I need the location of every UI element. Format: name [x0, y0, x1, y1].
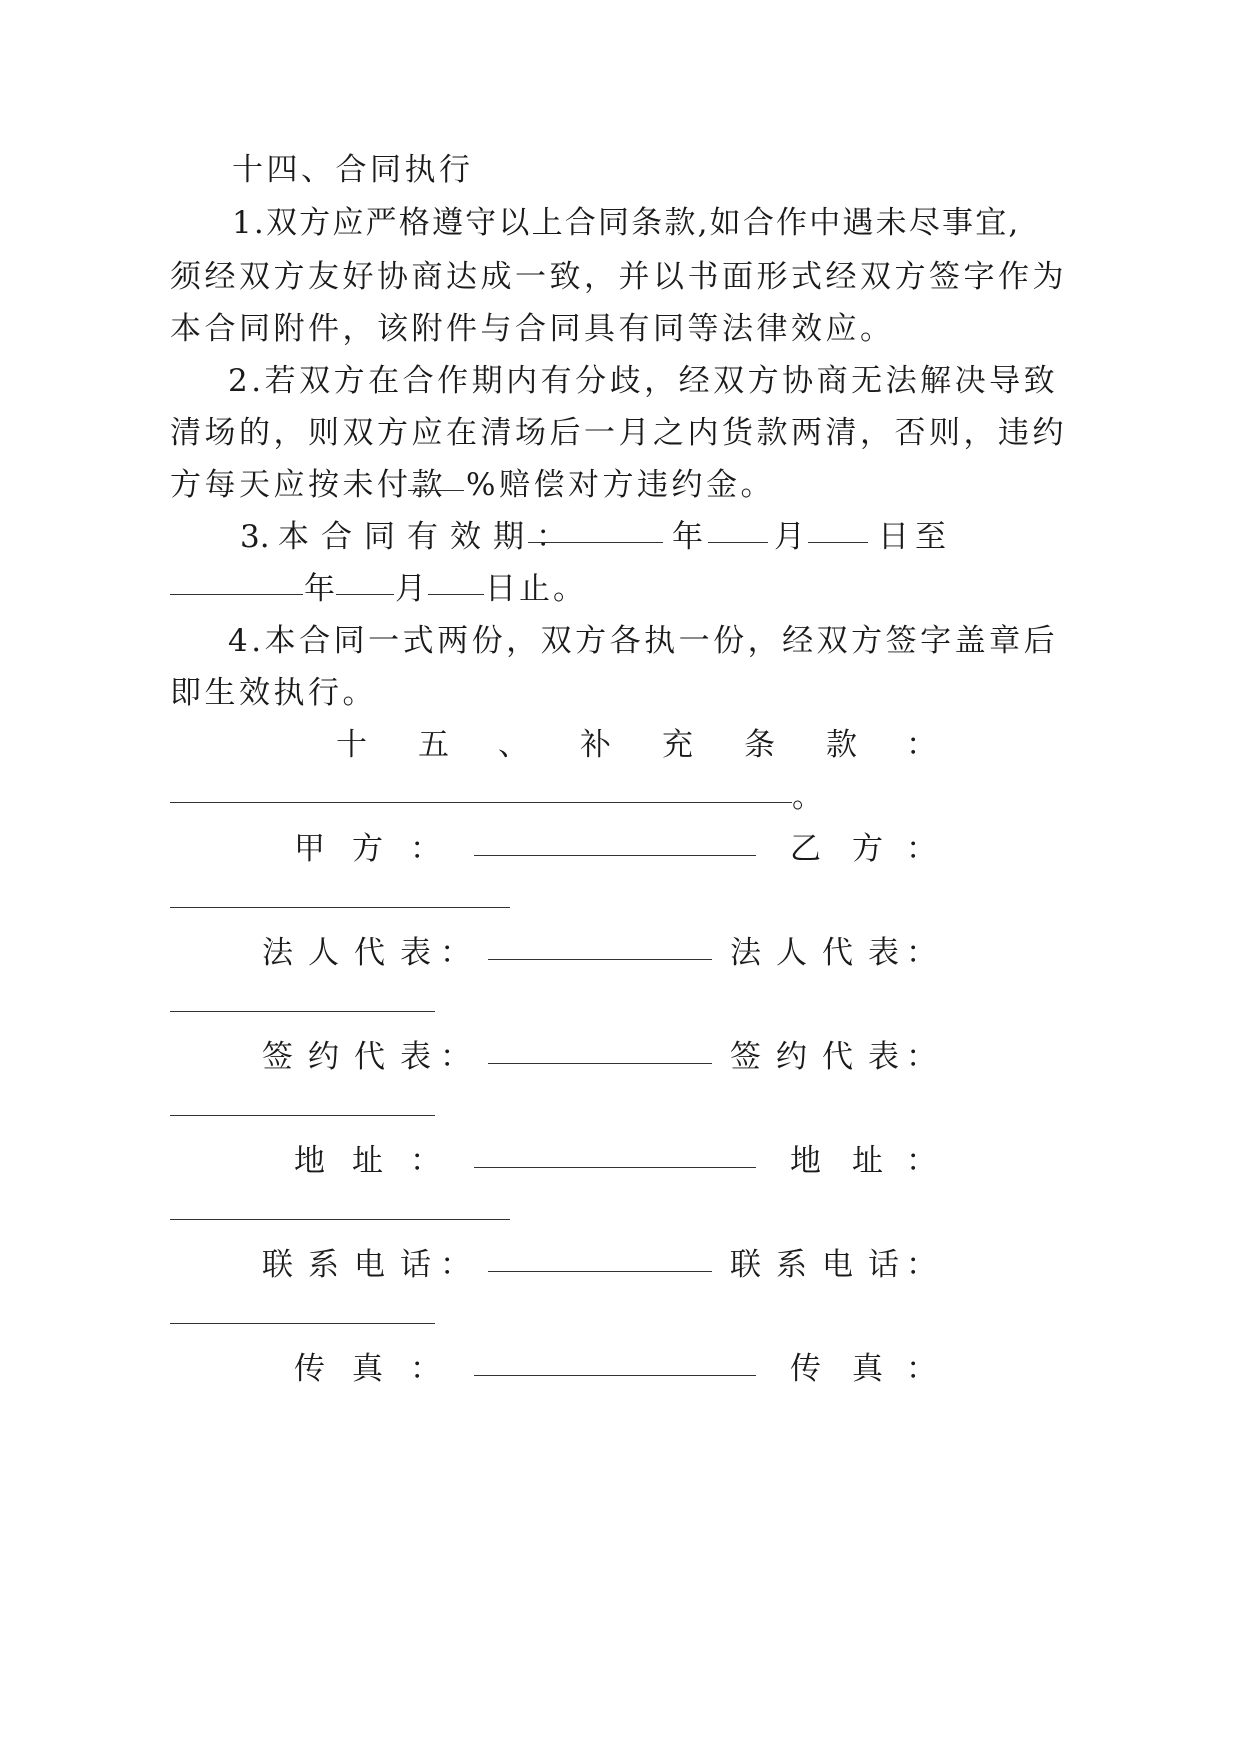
phone-b-field[interactable]: [170, 1323, 435, 1324]
phone-a-label-1: 联: [262, 1247, 293, 1283]
section-15-char-6: 条: [744, 727, 775, 763]
start-month-blank[interactable]: [708, 542, 768, 543]
address-b-field[interactable]: [170, 1219, 510, 1220]
clause-3-end: 日止。: [485, 571, 587, 607]
section-14-heading: 十四、合同执行: [232, 152, 474, 188]
sign-rep-a-label-5: ：: [440, 1039, 471, 1075]
clause-2-line-1: 2.若双方在合作期内有分歧，经双方协商无法解决导致: [228, 363, 1059, 399]
legal-rep-b-label-4: 表: [868, 935, 899, 971]
clause-4-line-2: 即生效执行。: [170, 675, 377, 711]
section-15-end: 。: [792, 779, 823, 815]
party-a-label-3: ：: [410, 831, 441, 867]
fax-a-label-1: 传: [294, 1351, 325, 1387]
start-year-blank[interactable]: [528, 542, 663, 543]
legal-rep-b-label-5: ：: [906, 935, 937, 971]
address-a-label-3: ：: [410, 1143, 441, 1179]
fax-a-field[interactable]: [474, 1375, 756, 1376]
sign-rep-b-label-3: 代: [822, 1039, 853, 1075]
end-month-blank[interactable]: [336, 594, 394, 595]
clause-3-label: 本合同有效期：: [278, 519, 579, 555]
clause-3-month-2: 月: [395, 571, 426, 607]
fax-a-label-3: ：: [410, 1351, 441, 1387]
section-15-char-3: 、: [498, 727, 529, 763]
phone-a-label-4: 话: [400, 1247, 431, 1283]
legal-rep-b-label-2: 人: [776, 935, 807, 971]
sign-rep-b-label-2: 约: [776, 1039, 807, 1075]
party-b-label-3: ：: [906, 831, 937, 867]
address-b-label-1: 地: [790, 1143, 821, 1179]
sign-rep-a-field[interactable]: [488, 1063, 712, 1064]
sign-rep-b-label-5: ：: [906, 1039, 937, 1075]
section-15-char-5: 充: [662, 727, 693, 763]
sign-rep-b-label-1: 签: [730, 1039, 761, 1075]
party-a-label-1: 甲: [294, 831, 325, 867]
clause-3-day-to: 日至: [878, 519, 952, 555]
section-15-char-8: ：: [906, 727, 937, 763]
legal-rep-a-field[interactable]: [488, 959, 712, 960]
legal-rep-a-label-3: 代: [354, 935, 385, 971]
clause-2-line-3a: 方每天应按未付款: [170, 467, 446, 503]
penalty-rate-blank[interactable]: [408, 490, 464, 491]
legal-rep-b-field[interactable]: [170, 1011, 435, 1012]
sign-rep-a-label-2: 约: [308, 1039, 339, 1075]
end-year-blank[interactable]: [170, 594, 303, 595]
fax-b-label-1: 传: [790, 1351, 821, 1387]
sign-rep-b-label-4: 表: [868, 1039, 899, 1075]
legal-rep-a-label-5: ：: [440, 935, 471, 971]
phone-a-label-5: ：: [440, 1247, 471, 1283]
legal-rep-a-label-1: 法: [262, 935, 293, 971]
fax-b-label-3: ：: [906, 1351, 937, 1387]
phone-b-label-2: 系: [776, 1247, 807, 1283]
end-day-blank[interactable]: [428, 594, 484, 595]
address-b-label-3: ：: [906, 1143, 937, 1179]
sign-rep-a-label-3: 代: [354, 1039, 385, 1075]
clause-3-number: 3.: [240, 519, 270, 555]
clause-2-line-2: 清场的，则双方应在清场后一月之内货款两清，否则，违约: [170, 415, 1067, 451]
clause-1-line-3: 本合同附件，该附件与合同具有同等法律效应。: [170, 311, 895, 347]
clause-1-line-1: 1.双方应严格遵守以上合同条款,如合作中遇未尽事宜,: [232, 205, 1021, 241]
clause-1-line-2: 须经双方友好协商达成一致，并以书面形式经双方签字作为: [170, 259, 1067, 295]
clause-3-year: 年: [672, 519, 703, 555]
phone-b-label-4: 话: [868, 1247, 899, 1283]
clause-3-year-2: 年: [304, 571, 335, 607]
phone-a-label-2: 系: [308, 1247, 339, 1283]
legal-rep-b-label-3: 代: [822, 935, 853, 971]
fax-a-label-2: 真: [352, 1351, 383, 1387]
clause-2-line-3b: %赔偿对方违约金。: [466, 467, 775, 503]
supplementary-terms-blank[interactable]: [170, 802, 792, 803]
party-a-field[interactable]: [474, 855, 756, 856]
start-day-blank[interactable]: [808, 542, 868, 543]
legal-rep-b-label-1: 法: [730, 935, 761, 971]
phone-a-label-3: 电: [354, 1247, 385, 1283]
address-b-label-2: 址: [852, 1143, 883, 1179]
legal-rep-a-label-4: 表: [400, 935, 431, 971]
party-b-label-2: 方: [852, 831, 883, 867]
phone-a-field[interactable]: [488, 1271, 712, 1272]
section-15-char-2: 五: [418, 727, 449, 763]
address-a-label-2: 址: [352, 1143, 383, 1179]
phone-b-label-5: ：: [906, 1247, 937, 1283]
clause-3-month: 月: [774, 519, 805, 555]
address-a-field[interactable]: [474, 1167, 756, 1168]
fax-b-label-2: 真: [852, 1351, 883, 1387]
section-15-char-7: 款: [826, 727, 857, 763]
sign-rep-b-field[interactable]: [170, 1115, 435, 1116]
party-b-label-1: 乙: [790, 831, 821, 867]
phone-b-label-1: 联: [730, 1247, 761, 1283]
party-b-field[interactable]: [170, 907, 510, 908]
legal-rep-a-label-2: 人: [308, 935, 339, 971]
section-15-char-4: 补: [580, 727, 611, 763]
phone-b-label-3: 电: [822, 1247, 853, 1283]
clause-4-line-1: 4.本合同一式两份，双方各执一份，经双方签字盖章后: [228, 623, 1059, 659]
sign-rep-a-label-1: 签: [262, 1039, 293, 1075]
address-a-label-1: 地: [294, 1143, 325, 1179]
party-a-label-2: 方: [352, 831, 383, 867]
section-15-char-1: 十: [336, 727, 367, 763]
sign-rep-a-label-4: 表: [400, 1039, 431, 1075]
